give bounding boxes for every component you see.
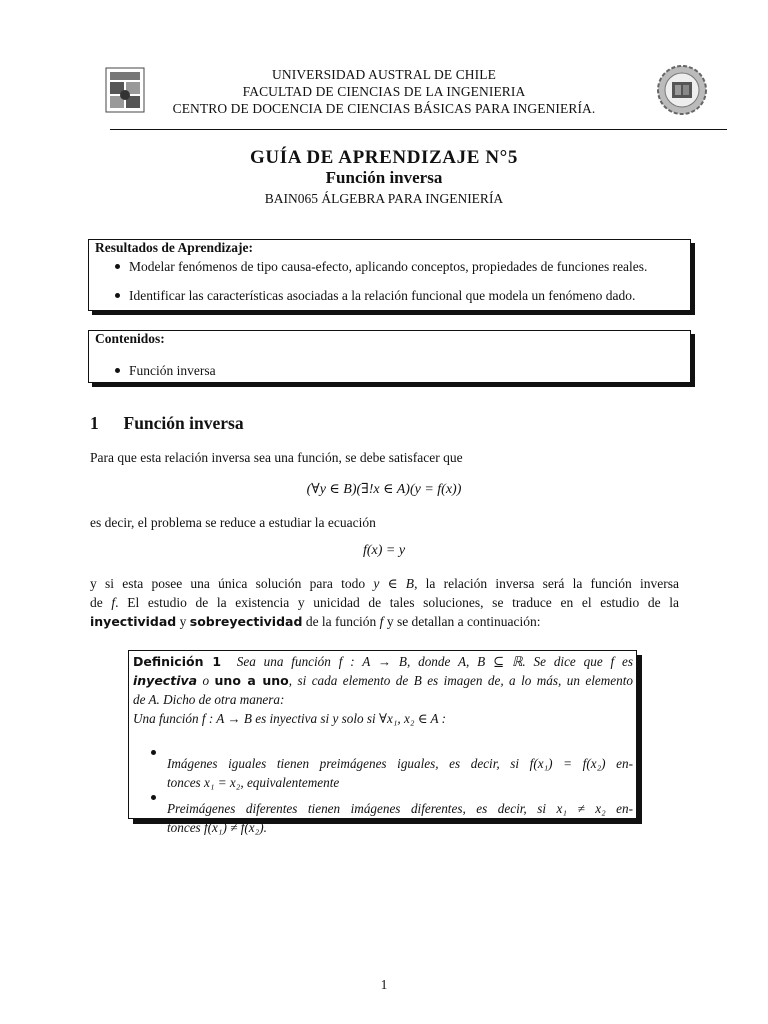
document-title-block [150,147,618,210]
list-item: Modelar fenómenos de tipo causa-efecto, aplicando conceptos, propiedades de funciones reales. [115,259,647,275]
contents-box [88,330,691,383]
list-item: Imágenes iguales tienen preimágenes iguales, es decir, si f(x₁) = f(x₂) en- tonces x₁ = x₂, equivalentemente [151,735,633,792]
page-number: 1 [380,977,388,992]
paragraph-inverse-explanation: y si esta posee una única solución para todo y ∈ B, la relación inversa será la función inversa de f. El estudio de la existencia y unicidad de tales soluciones, se traduce en el estudio de la inyectividad y sobreyectividad de la función f y se detallan a continuación: [90,576,680,629]
paragraph-intro: Para que esta relación inversa sea una función, se debe satisfacer que [90,450,463,465]
term-inyectividad: inyectividad [90,614,177,629]
list-item: Identificar las características asociadas a la relación funcional que modela un fenómeno dado. [115,288,635,304]
course-code: BAIN065 ÁLGEBRA PARA INGENIERÍA [264,191,504,206]
header-divider [110,129,727,130]
university-crest-logo [100,66,150,114]
term-inyectiva: inyectiva [133,673,198,688]
institution-header [150,66,618,117]
engineering-gear-logo [656,64,708,116]
list-item: Función inversa [115,363,216,379]
equation-existence-uniqueness: (∀y ∈ B)(∃!x ∈ A)(y = f(x)) [306,482,462,497]
section-number: 1 [90,413,99,433]
bullet-icon [115,293,120,298]
definition-label: Definición 1 [133,654,222,669]
bullet-icon [115,368,120,373]
header-line-university: UNIVERSIDAD AUSTRAL DE CHILE [272,67,496,82]
contents-heading: Contenidos: [95,331,165,346]
definition-injective-box [128,650,637,835]
paragraph-equation-intro: es decir, el problema se reduce a estudiar la ecuación [90,515,376,530]
equation-f-x-equals-y: f(x) = y [362,543,406,558]
term-sobreyectividad: sobreyectividad [189,614,303,629]
guide-subtitle: Función inversa [325,168,443,187]
learning-outcomes-box [88,239,691,311]
definition-body: Definición 1 Sea una función f : A → B, donde A, B ⊆ ℝ. Se dice que f es inyectiva o uno a uno, si cada elemento de B es imagen de, a lo más, un elemento de A. Dicho de otra manera: Una función f : A → B es inyectiva si y solo si ∀x₁, x₂ ∈ A : [133,654,634,726]
term-uno-a-uno: uno a uno [214,673,289,688]
header-line-center: CENTRO DE DOCENCIA DE CIENCIAS BÁSICAS PARA INGENIERÍA. [172,101,596,116]
section-title: Función inversa [123,413,244,433]
guide-title: GUÍA DE APRENDIZAJE N°5 [250,147,518,168]
header-line-faculty: FACULTAD DE CIENCIAS DE LA INGENIERIA [242,84,526,99]
learning-outcomes-heading: Resultados de Aprendizaje: [95,240,254,255]
list-item: Preimágenes diferentes tienen imágenes diferentes, es decir, si x₁ ≠ x₂ en- tonces f(x₁) ≠ f(x₂). [151,780,633,837]
bullet-icon [115,264,120,269]
section-heading [90,413,244,434]
